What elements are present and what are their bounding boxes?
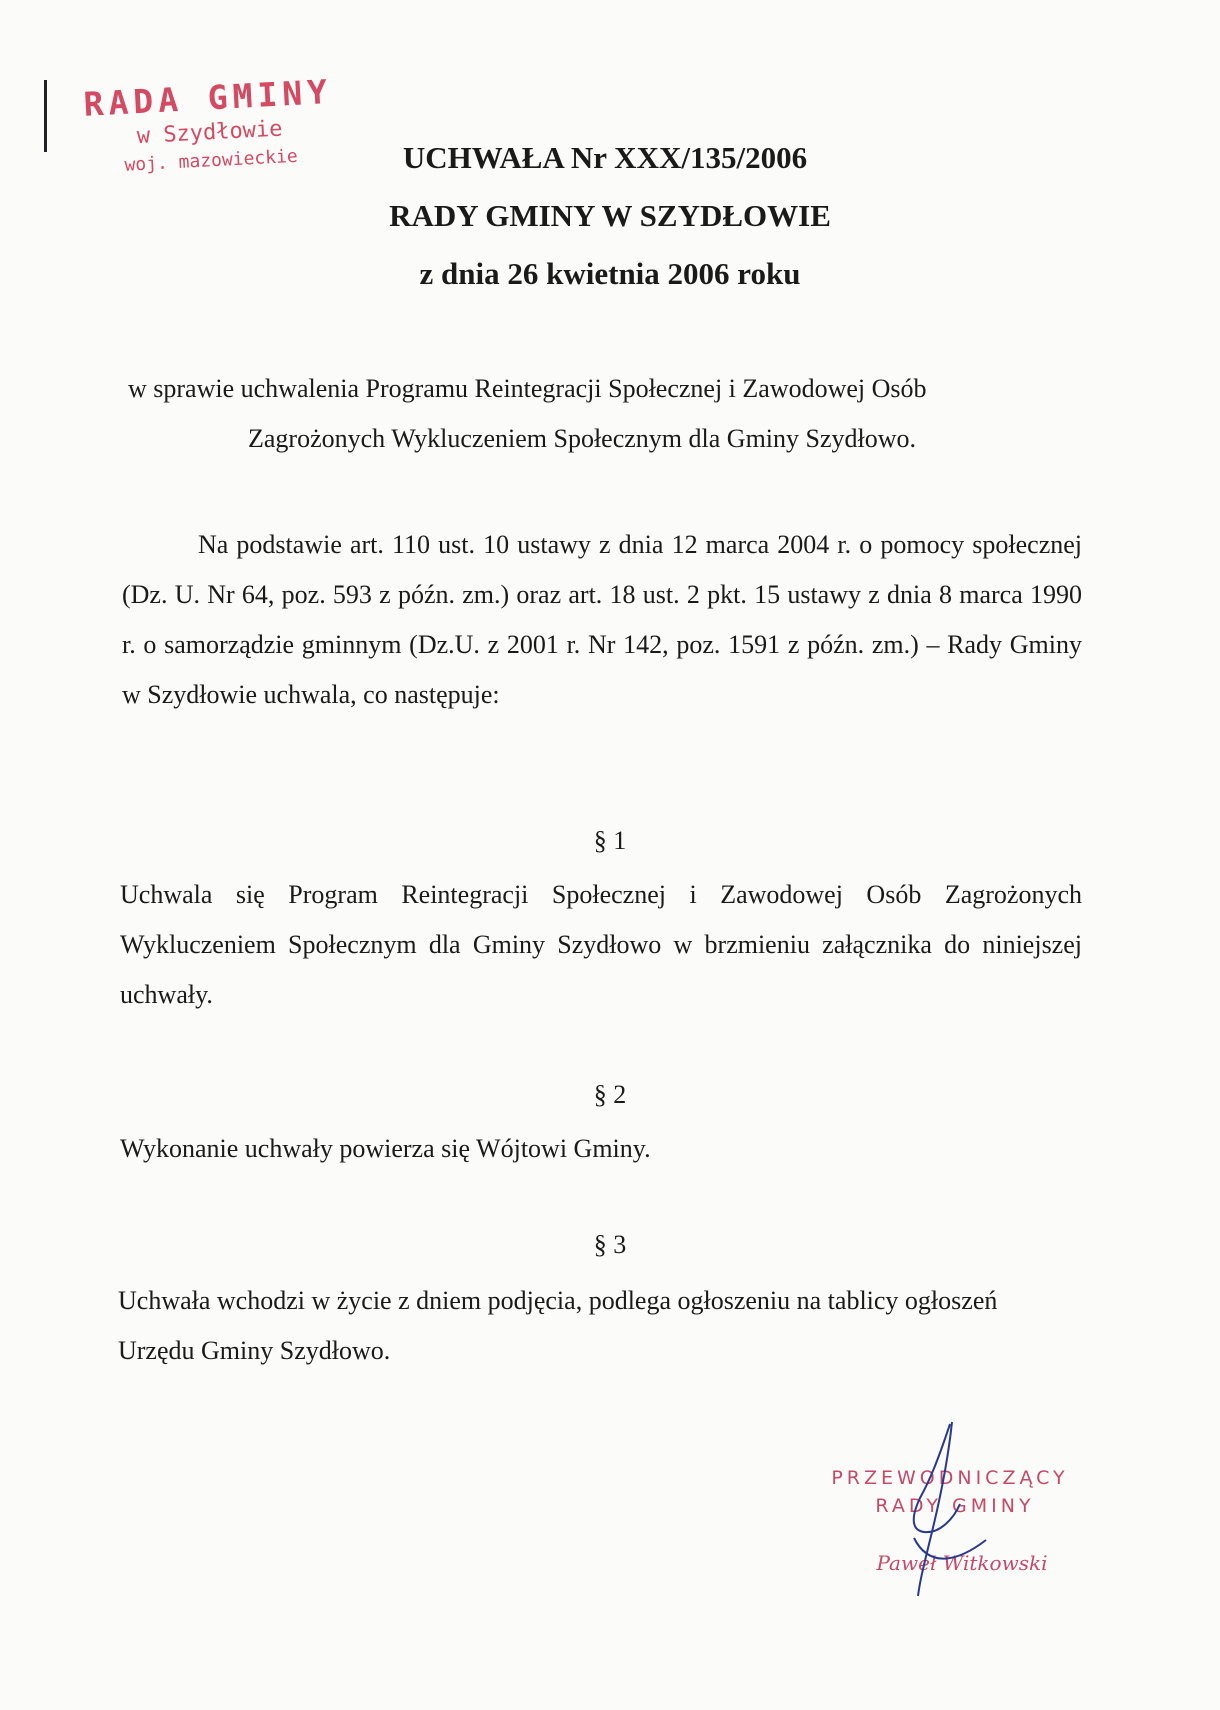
handwritten-signature [890,1420,1010,1600]
stamp-line-2: w Szydłowie [136,116,284,150]
resolution-authority: RADY GMINY W SZYDŁOWIE [389,198,831,233]
subject-line-1: w sprawie uchwalenia Programu Reintegracji Społecznej i Zawodowej Osób [128,374,927,403]
subject-line-2: Zagrożonych Wykluczeniem Społecznym dla Gminy Szydłowo. [248,424,917,453]
section-3-text: Uchwała wchodzi w życie z dniem podjęcia, podlega ogłoszeniu na tablicy ogłoszeń Urzędu Gminy Szydłowo. [118,1286,998,1365]
section-2-text: Wykonanie uchwały powierza się Wójtowi Gminy. [120,1134,651,1163]
chairman-stamp-line-2: RADY GMINY [875,1495,1035,1517]
chairman-stamp-line-1: PRZEWODNICZĄCY [831,1467,1069,1489]
resolution-subject [128,364,1108,464]
section-3-symbol: § 3 [593,1230,627,1259]
resolution-date: z dnia 26 kwietnia 2006 roku [419,256,801,291]
section-1-symbol: § 1 [593,826,627,855]
stamp-line-1: RADA GMINY [82,71,334,124]
stamp-line-3: woj. mazowieckie [123,145,299,176]
legal-basis: Na podstawie art. 110 ust. 10 ustawy z dnia 12 marca 2004 r. o pomocy społecznej (Dz. U. Nr 64, poz. 593 z późn. zm.) oraz art. 18 ust. 2 pkt. 15 ustawy z dnia 8 marca 1990 r. o samorządzie gminnym (Dz.U. z 2001 r. Nr 142, poz. 1591 z późn. zm.) – Rady Gminy w Szydłowie uchwala, co następuje: [122,530,1082,709]
chairman-name: Paweł Witkowski [876,1551,1048,1575]
resolution-number: UCHWAŁA Nr XXX/135/2006 [402,140,808,175]
section-1-text: Uchwala się Program Reintegracji Społecznej i Zawodowej Osób Zagrożonych Wykluczeniem Społecznym dla Gminy Szydłowo w brzmieniu załącznika do niniejszej uchwały. [120,880,1082,1009]
section-2-symbol: § 2 [593,1080,627,1109]
